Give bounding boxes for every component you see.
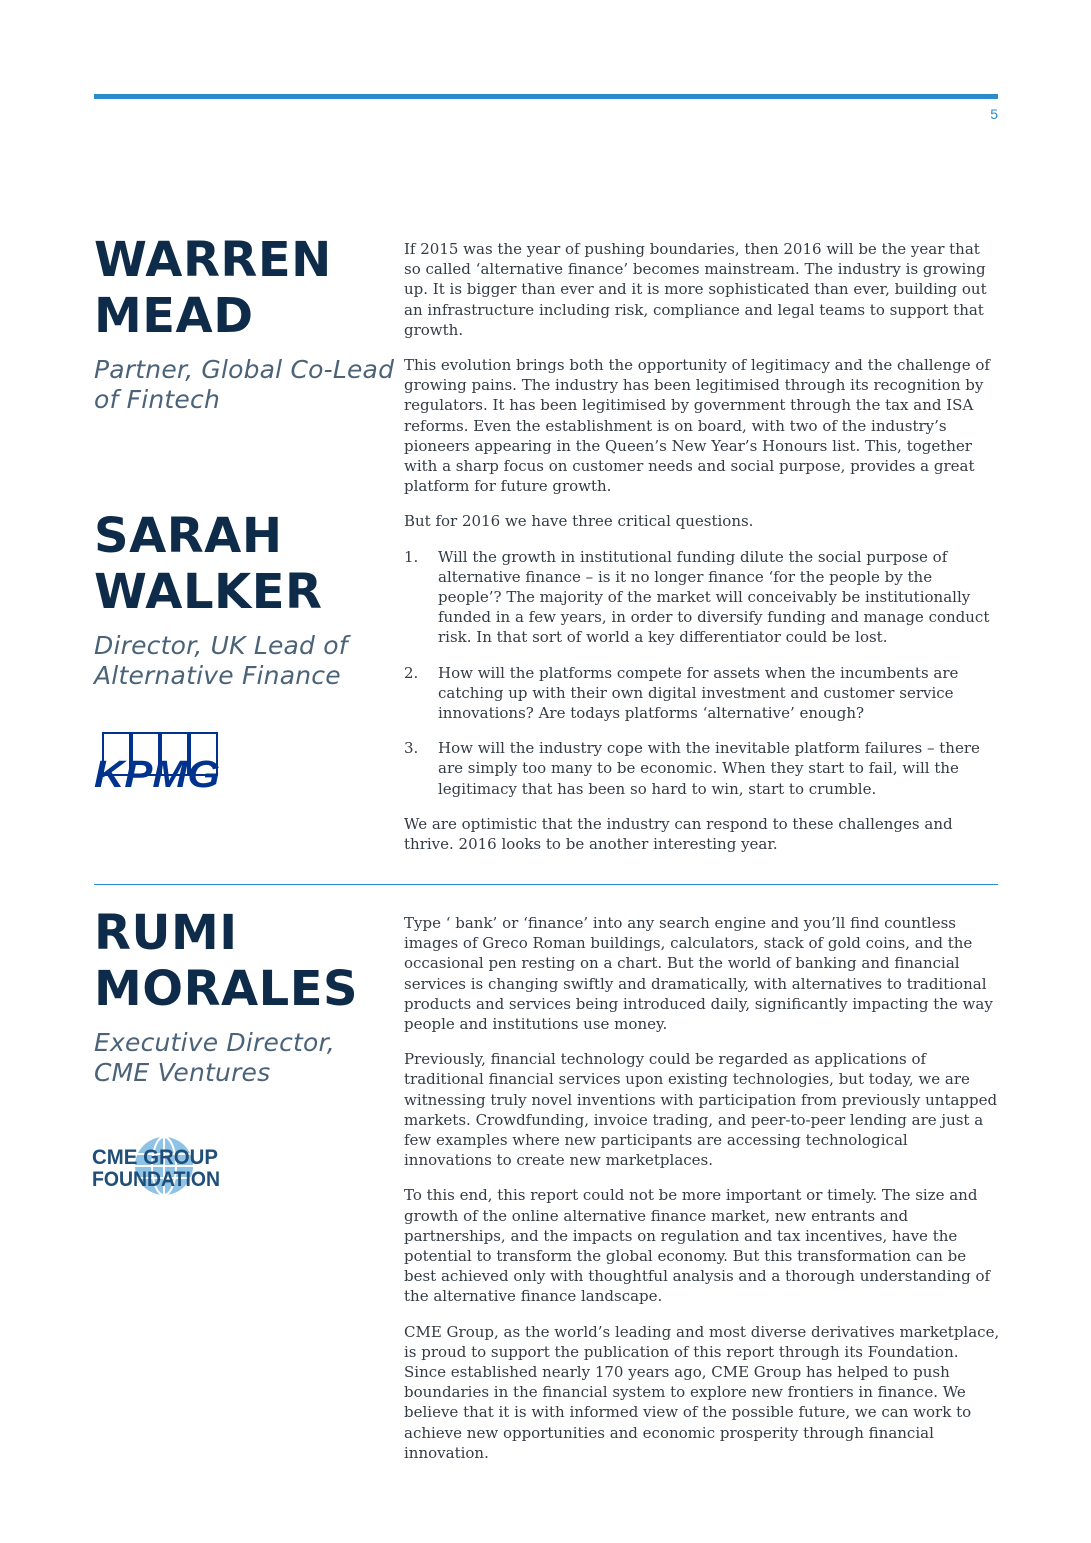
list-item <box>404 663 1000 724</box>
list-number: 1. <box>404 547 419 566</box>
list-text: Will the growth in institutional funding dilute the social purpose of alternative finance – is it no longer finance ‘for the people by the people’? The majority of the market will conceivably be institutionally funded in a few years, in order to diversify funding and manage conduct risk. In that sort of world a key differentiator could be lost. <box>438 547 990 647</box>
cme-article <box>404 913 1000 1478</box>
person-name-warren-mead <box>94 232 332 344</box>
paragraph: Previously, financial technology could be regarded as applications of traditional financial services upon existing technologies, but today, we are witnessing truly novel inventions with participation from previously untapped markets. Crowdfunding, invoice trading, and peer-to-peer lending are just a few examples where new participants are accessing technological innovations to create new marketplaces. <box>404 1050 998 1170</box>
kpmg-logo <box>94 731 224 791</box>
list-text: How will the industry cope with the inevitable platform failures – there are simply too many to be economic. When they start to fail, will the legitimacy that has been so hard to win, start to crumble. <box>438 739 980 798</box>
questions-list <box>404 547 1000 799</box>
name-line: WARREN <box>94 232 332 288</box>
name-line: SARAH <box>94 508 283 564</box>
name-line: RUMI <box>94 905 238 961</box>
section-divider <box>94 884 998 885</box>
title-line: Alternative Finance <box>94 661 341 690</box>
kpmg-logo-text: KPMG <box>94 754 220 791</box>
list-number: 3. <box>404 739 419 758</box>
list-item <box>404 738 1000 799</box>
title-line: Director, UK Lead of <box>94 631 348 660</box>
cme-group-foundation-logo <box>90 1135 230 1197</box>
list-item <box>404 547 1000 648</box>
title-line: Partner, Global Co-Lead <box>94 355 395 384</box>
paragraph: We are optimistic that the industry can respond to these challenges and thrive. 2016 looks to be another interesting year. <box>404 814 953 854</box>
name-line: MEAD <box>94 288 254 344</box>
title-line: Executive Director, <box>94 1028 335 1057</box>
top-rule <box>94 94 998 99</box>
kpmg-article <box>404 239 1000 869</box>
person-name-sarah-walker <box>94 508 322 620</box>
person-title-rumi-morales <box>94 1028 335 1088</box>
logo-text-line2: FOUNDATION <box>92 1168 220 1191</box>
name-line: WALKER <box>94 564 323 620</box>
paragraph: CME Group, as the world’s leading and most diverse derivatives marketplace, is proud to support the publication of this report through its Foundation. Since established nearly 170 years ago, CME Group has helped to push boundaries in the financial system to explore new frontiers in finance. We believe that it is with informed view of the possible future, we can work to achieve new opportunities and economic prosperity through financial innovation. <box>404 1322 1000 1462</box>
person-title-warren-mead <box>94 355 394 415</box>
paragraph: To this end, this report could not be more important or timely. The size and growth of the online alternative finance market, new entrants and partnerships, and the impacts on regulation and tax incentives, have the potential to transform the global economy. But this transformation can be best achieved only with thoughtful analysis and a thorough understanding of the alternative finance landscape. <box>404 1186 991 1306</box>
logo-text-line1: CME GROUP <box>92 1146 218 1169</box>
paragraph: This evolution brings both the opportunity of legitimacy and the challenge of growing pains. The industry has been legitimised through its recognition by regulators. It has been legitimised by government through the tax and ISA reforms. Even the establishment is on board, with two of the industry’s pioneers appearing in the Queen’s New Year’s Honours list. This, together with a sharp focus on customer needs and social purpose, provides a great platform for future growth. <box>404 356 990 496</box>
list-number: 2. <box>404 663 419 682</box>
paragraph: Type ‘ bank’ or ‘finance’ into any search engine and you’ll find countless images of Greco Roman buildings, calculators, stack of gold coins, and the occasional pen resting on a chart. But the world of banking and financial services is changing swiftly and dramatically, with alternatives to traditional products and services being introduced daily, significantly impacting the way people and institutions use money. <box>404 914 993 1034</box>
person-name-rumi-morales <box>94 905 358 1017</box>
title-line: CME Ventures <box>94 1058 271 1087</box>
name-line: MORALES <box>94 961 359 1017</box>
title-line: of Fintech <box>94 385 220 414</box>
person-title-sarah-walker <box>94 631 348 691</box>
paragraph: If 2015 was the year of pushing boundaries, then 2016 will be the year that so called ‘alternative finance’ becomes mainstream. The industry is growing up. It is bigger than ever and it is more sophisticated than ever, building out an infrastructure including risk, compliance and legal teams to support that growth. <box>404 240 987 339</box>
page-number: 5 <box>990 106 998 122</box>
paragraph: But for 2016 we have three critical questions. <box>404 512 754 531</box>
list-text: How will the platforms compete for assets when the incumbents are catching up with their own digital investment and customer service innovations? Are todays platforms ‘alternative’ enough? <box>438 663 959 723</box>
